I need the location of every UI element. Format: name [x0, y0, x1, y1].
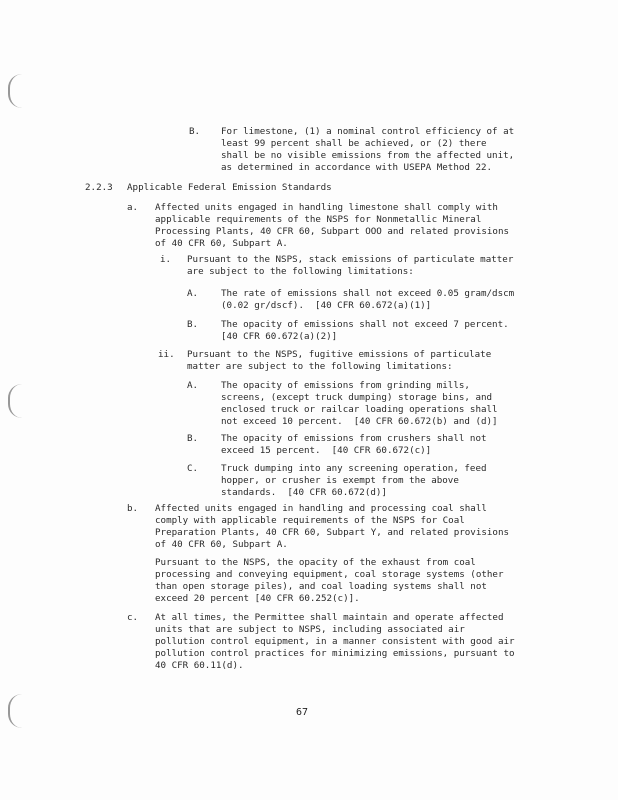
item-text-line: Affected units engaged in handling limestone shall comply with: [155, 202, 498, 213]
item-text-line: enclosed truck or railcar loading operations shall: [221, 404, 498, 415]
binder-hole-mark-bottom: [8, 694, 24, 728]
item-text-line: as determined in accordance with USEPA Method 22.: [221, 162, 493, 173]
item-text-line: The opacity of emissions from grinding mills,: [221, 380, 470, 391]
item-text-line: Affected units engaged in handling and processing coal shall: [155, 503, 487, 514]
item-text-line: are subject to the following limitations:: [187, 266, 414, 277]
paragraph-line: than open storage piles), and coal loading systems shall not: [155, 581, 487, 592]
item-text-line: hopper, or crusher is exempt from the above: [221, 475, 459, 486]
paragraph-line: processing and conveying equipment, coal storage systems (other: [155, 569, 504, 580]
item-text-line: of 40 CFR 60, Subpart A.: [155, 238, 288, 249]
item-text-line: exceed 15 percent. [40 CFR 60.672(c)]: [221, 445, 432, 456]
item-text-line: Processing Plants, 40 CFR 60, Subpart OOO and related provisions: [155, 226, 510, 237]
item-text-line: Preparation Plants, 40 CFR 60, Subpart Y, and related provisions: [155, 527, 510, 538]
item-text-line: The opacity of emissions from crushers shall not: [221, 433, 487, 444]
item-label-ii: ii.: [158, 349, 175, 360]
item-text-line: comply with applicable requirements of the NSPS for Coal: [155, 515, 465, 526]
item-text-line: At all times, the Permittee shall maintain and operate affected: [155, 612, 504, 623]
item-label-A: A.: [187, 380, 199, 391]
section-title: Applicable Federal Emission Standards: [127, 182, 332, 193]
item-text-line: screens, (except truck dumping) storage bins, and: [221, 392, 493, 403]
item-label-i: i.: [160, 254, 172, 265]
item-label-C: C.: [187, 463, 199, 474]
item-text-line: The opacity of emissions shall not exceed 7 percent.: [221, 319, 509, 330]
item-text-line: least 99 percent shall be achieved, or (2) there: [221, 138, 487, 149]
item-label-A: A.: [187, 288, 199, 299]
item-text-line: Pursuant to the NSPS, fugitive emissions of particulate: [187, 349, 492, 360]
item-text-line: pollution control equipment, in a manner consistent with good air: [155, 636, 515, 647]
item-label-B: B.: [189, 126, 201, 137]
item-text-line: shall be no visible emissions from the affected unit,: [221, 150, 515, 161]
item-text-line: The rate of emissions shall not exceed 0.05 gram/dscm: [221, 288, 515, 299]
item-label-b: b.: [127, 503, 139, 514]
item-text-line: For limestone, (1) a nominal control efficiency of at: [221, 126, 515, 137]
item-text-line: Truck dumping into any screening operation, feed: [221, 463, 487, 474]
item-text-line: [40 CFR 60.672(a)(2)]: [221, 331, 338, 342]
item-text-line: pollution control practices for minimizing emissions, pursuant to: [155, 648, 515, 659]
item-text-line: (0.02 gr/dscf). [40 CFR 60.672(a)(1)]: [221, 300, 432, 311]
paragraph-line: Pursuant to the NSPS, the opacity of the exhaust from coal: [155, 557, 476, 568]
item-text-line: 40 CFR 60.11(d).: [155, 660, 244, 671]
item-label-B: B.: [187, 319, 199, 330]
item-label-c: c.: [127, 612, 139, 623]
item-text-line: not exceed 10 percent. [40 CFR 60.672(b) and (d)]: [221, 416, 498, 427]
paragraph-line: exceed 20 percent [40 CFR 60.252(c)].: [155, 593, 360, 604]
item-text-line: of 40 CFR 60, Subpart A.: [155, 539, 288, 550]
section-number: 2.2.3: [85, 182, 113, 193]
item-text-line: Pursuant to the NSPS, stack emissions of particulate matter: [187, 254, 514, 265]
item-text-line: units that are subject to NSPS, including associated air: [155, 624, 465, 635]
item-text-line: standards. [40 CFR 60.672(d)]: [221, 487, 387, 498]
binder-hole-mark-middle: [8, 384, 24, 418]
item-label-a: a.: [127, 202, 139, 213]
item-text-line: matter are subject to the following limitations:: [187, 361, 453, 372]
item-label-B: B.: [187, 433, 199, 444]
binder-hole-mark-top: [8, 74, 24, 108]
item-text-line: applicable requirements of the NSPS for Nonmetallic Mineral: [155, 214, 482, 225]
page-number: 67: [296, 707, 309, 718]
